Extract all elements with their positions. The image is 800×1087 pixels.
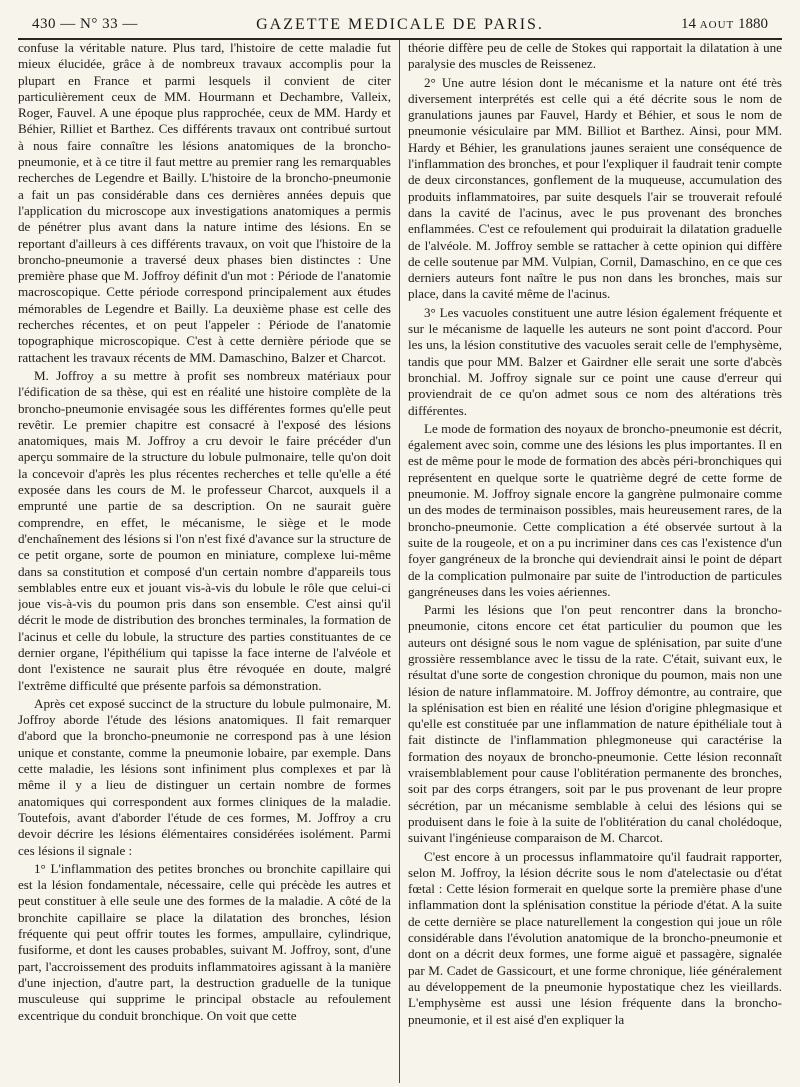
paragraph: 3° Les vacuoles constituent une autre lésion également fréquente et sur le mécanisme de laquelle les auteurs ne sont point d'accord. Pour les uns, la lésion constitutive des vacuoles serait celle de l'emphysème, tandis que pour MM. Balzer et Gairdner elle serait une sorte d'abcès bronchial. M. Joffroy signale sur ce point une cause d'erreur qui proviendrait de ce qu'on admet sous ce nom des altérations très différentes. xyxy=(408,304,782,418)
issue-date-year: 1880 xyxy=(738,16,768,32)
journal-title: GAZETTE MEDICALE DE PARIS. xyxy=(256,16,544,33)
page-number: 430 — N° 33 — xyxy=(32,16,138,32)
issue-date-month: AOUT xyxy=(699,19,735,31)
paragraph: Le mode de formation des noyaux de broncho-pneumonie est décrit, également avec soin, comme une des lésions les plus importantes. Il en est de même pour le mode de formation des abcès péri-bronchiques qui représentent en quelque sorte le quatrième degré de cette forme de pneumonie. M. Joffroy signale encore la gangrène pulmonaire comme un des modes de terminaison possibles, mais heureusement rares, de la broncho-pneumonie. Cette complication a été observée surtout à la suite de la rougeole, et on a pu incriminer dans ces cas l'existence d'un foyer gangréneux de la bronche qui deviendrait ainsi le point de départ de la complication pulmonaire par suite de l'introduction de particules gangréneuses dans les voies aériennes. xyxy=(408,420,782,599)
paragraph: Après cet exposé succinct de la structure du lobule pulmonaire, M. Joffroy aborde l'étude des lésions anatomiques. Il fait remarquer d'abord que la broncho-pneumonie ne correspond pas à une lésion unique et constante, comme la pneumonie lobaire, par exemple. Dans cette maladie, les lésions sont infiniment plus complexes et par là même il y a lieu de distinguer un certain nombre de formes anatomiques qui correspondent aux formes cliniques de la maladie. Toutefois, avant d'aborder l'étude de ces formes, M. Joffroy a cru devoir décrire les lésions élémentaires considérées isolément. Parmi ces lésions il signale : xyxy=(18,695,391,858)
issue-date-day: 14 xyxy=(680,16,696,32)
paragraph: M. Joffroy a su mettre à profit ses nombreux matériaux pour l'édification de sa thèse, qui est en réalité une histoire complète de la broncho-pneumonie envisagée sous les différentes formes qu'elle peut revêtir. Le premier chapitre est consacré à l'exposé des lésions anatomiques, mais M. Joffroy a cru devoir le faire précéder d'un aperçu sommaire de la structure du lobule pulmonaire, telle qu'on doit la concevoir d'après les plus récentes recherches et telle qu'elle a été exposée dans les cours de M. le professeur Charcot, auxquels il a emprunté une partie de sa description. On ne saurait guère comprendre, en effet, le mécanisme, le siège et le mode d'enchaînement des lésions si l'on n'est fixé d'avance sur la structure de ce petit organe, sorte de poumon en miniature, complexe lui-même dans sa constitution et composé d'un certain nombre d'appareils tous semblables entre eux et jouant vis-à-vis du lobule le rôle que celui-ci joue vis-à-vis du poumon pris dans son ensemble. C'est ainsi qu'il décrit le mode de distribution des bronches terminales, la formation de l'acinus et celle du lobule, la structure des parties constituantes de ce dernier organe, l'épithélium qui tapisse la face interne de l'alvéole et dont l'existence ne saurait plus être révoquée en doute, malgré l'extrême difficulté que présente parfois sa démonstration. xyxy=(18,367,391,693)
paragraph: 1° L'inflammation des petites bronches ou bronchite capillaire qui est la lésion fondamentale, nécessaire, celle qui précède les autres et peut constituer à elle seule une des formes de la maladie. A côté de la bronchite capillaire se place la dilatation des bronches, lésion fréquente qui peut offrir toutes les formes, ampullaire, cylindrique, fusiforme, et dont les causes probables, suivant M. Joffroy, sont, d'une part, l'accroissement des produits inflammatoires agissant à la manière d'une injection, d'autre part, la destruction graduelle de la tunique musculeuse qui supprime le principal obstacle au refoulement excentrique du conduit bronchique. On voit que cette xyxy=(18,860,391,1023)
paragraph: C'est encore à un processus inflammatoire qu'il faudrait rapporter, selon M. Joffroy, la lésion décrite sous le nom d'atelectasie ou d'état fœtal : Cette lésion formerait en quelque sorte la première phase d'une inflammation dont la splénisation constitue la période d'état. A la suite de cette dernière se place naturellement la congestion qui joue un rôle considérable dans l'évolution anatomique de la broncho-pneumonie et dont on a décrit deux formes, une forme aiguë et passagère, signalée par M. Cadet de Gassicourt, et une forme chronique, liée généralement au développement de la pneumonie hypostatique chez les vieillards. L'emphysème est aussi une lésion fréquente dans la broncho-pneumonie, et il est aisé d'en expliquer la xyxy=(408,848,782,1027)
left-column xyxy=(18,40,400,1083)
right-column xyxy=(400,40,782,1083)
paragraph: Parmi les lésions que l'on peut rencontrer dans la broncho-pneumonie, citons encore cet état particulier du poumon que les auteurs ont désigné sous le nom vague de splénisation, par suite d'une grossière ressemblance avec le tissu de la rate. C'était, suivant eux, le résultat d'une sorte de congestion chronique du poumon, mais non une lésion de nature inflammatoire. M. Joffroy démontre, au contraire, que la splénisation est bien en réalité une lésion d'origine phlegmasique et qu'elle est constituée par une inflammation de nature épithéliale tout à fait distincte de l'inflammation phlegmoneuse qui caractérise la formation des noyaux de broncho-pneumonie. Cette lésion reconnaît vraisemblablement pour cause l'oblitération permanente des bronches, soit par des corps étrangers, soit par le pus provenant de leur propre sécrétion, par un mécanisme semblable à celui des lésions qui se produisent dans le foie à la suite de l'oblitération du canal cholédoque, suivant l'ingénieuse comparaison de M. Charcot. xyxy=(408,602,782,846)
paragraph: théorie diffère peu de celle de Stokes qui rapportait la dilatation à une paralysie des muscles de Reissenez. xyxy=(408,40,782,72)
page-header xyxy=(18,10,782,40)
article-columns xyxy=(18,40,782,1083)
paragraph: confuse la véritable nature. Plus tard, l'histoire de cette maladie fut mieux élucidée, grâce à de nombreux travaux accomplis pour la plupart en France et parmi lesquels il convient de citer particulièrement ceux de MM. Hourmann et Dechambre, Valleix, Roger, Fauvel. A une époque plus rapprochée, ceux de MM. Hardy et Béhier, Rilliet et Barthez. Ces différents travaux ont contribué surtout à nous faire connaître les lésions anatomiques de la broncho-pneumonie, et à ce titre il faut mettre au premier rang les remarquables recherches de Legendre et Bailly. L'histoire de la broncho-pneumonie a fait un pas considérable dans ces dernières années depuis que l'application du microscope aux investigations anatomiques a permis de pénétrer plus avant dans la nature intime des lésions. En se reportant d'ailleurs à ces différents travaux, on voit que l'histoire de la broncho-pneumonie a traversé deux phases bien distinctes : Une première phase que M. Joffroy définit d'un mot : Période de l'anatomie macroscopique. Cette période correspond principalement aux études mémorables de Legendre et Bailly. La deuxième phase est celle des recherches récentes, et on peut l'appeler : Période de l'anatomie topographique microscopique. C'est à cette dernière période que se rattachent les travaux récents de MM. Damaschino, Balzer et Charcot. xyxy=(18,40,391,365)
paragraph: 2° Une autre lésion dont le mécanisme et la nature ont été très diversement interprétés est celle qui a été décrite sous le nom de granulations jaunes par Fauvel, Hardy et Béhier, et sous le nom de pneumonie vésiculaire par MM. Billiot et Barthez. Ainsi, pour MM. Hardy et Béhier, les granulations jaunes seraient une conséquence de l'inflammation des bronches, et pour l'expliquer il faudrait tenir compte de deux circonstances, gonflement de la muqueuse, accumulation des produits inflammatoires, par suite desquels l'air se trouverait refoulé dans la cavité de l'acinus, avec le pus provenant des bronches enflammées. C'est ce refoulement qui produirait la dilatation graduelle de l'alvéole. M. Joffroy semble se rattacher à cette opinion qui diffère de celle soutenue par MM. Vulpian, Cornil, Damaschino, en ce que ces derniers auteurs font naître le pus non dans les bronches, mais sur place, dans la cavité même de l'acinus. xyxy=(408,74,782,302)
issue-date xyxy=(681,16,768,33)
